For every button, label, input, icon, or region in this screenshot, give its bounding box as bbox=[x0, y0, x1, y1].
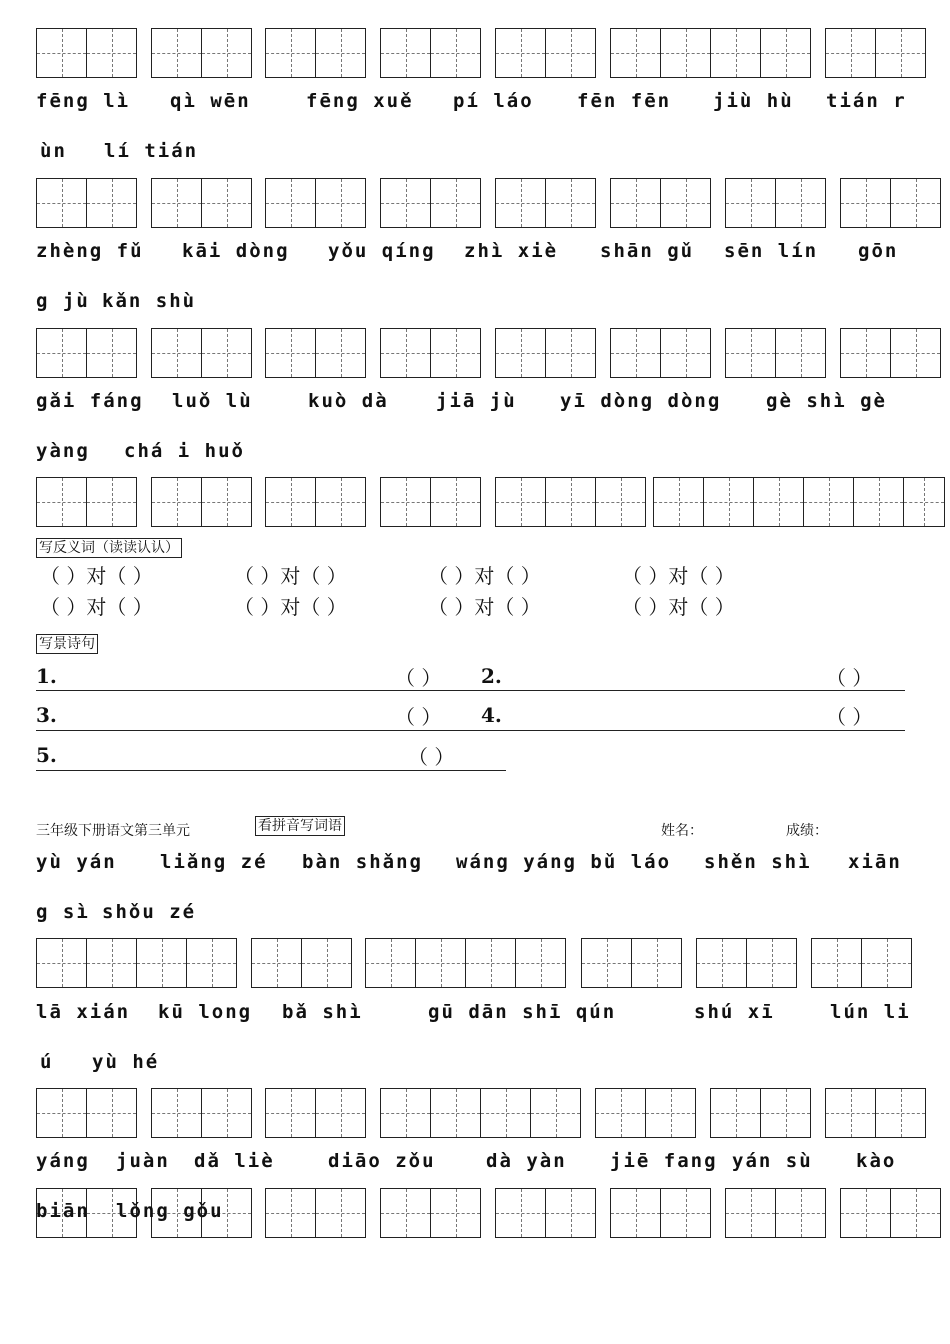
pinyin-word: lún li bbox=[830, 1001, 911, 1023]
char-box-group[interactable] bbox=[380, 328, 481, 378]
char-box-group[interactable] bbox=[840, 328, 941, 378]
pinyin-word: yàng bbox=[36, 440, 90, 462]
char-box-group[interactable] bbox=[610, 1188, 711, 1238]
pinyin-word: kào bbox=[856, 1150, 897, 1172]
pinyin-word: shú xī bbox=[694, 1001, 775, 1023]
char-box-group[interactable] bbox=[710, 1088, 811, 1138]
char-box-group[interactable] bbox=[380, 1188, 481, 1238]
char-box-group[interactable] bbox=[840, 178, 941, 228]
antonym-row bbox=[40, 591, 920, 619]
pinyin-line bbox=[36, 1200, 336, 1226]
pinyin-word: biān bbox=[36, 1200, 90, 1222]
poem-number: 5. bbox=[36, 743, 57, 767]
pinyin-line bbox=[36, 390, 916, 416]
pinyin-word: lā xián bbox=[36, 1001, 131, 1023]
pinyin-word: gè shì gè bbox=[766, 390, 887, 412]
char-box-group[interactable] bbox=[725, 178, 826, 228]
char-box-group[interactable] bbox=[495, 178, 596, 228]
char-box-group[interactable] bbox=[151, 178, 252, 228]
poem-paren: （ ） bbox=[408, 745, 455, 769]
pinyin-word: diāo zǒu bbox=[328, 1150, 436, 1172]
poem-paren: （ ） bbox=[395, 705, 442, 729]
pinyin-line bbox=[36, 140, 916, 166]
pinyin-word: fēng xuě bbox=[306, 90, 414, 112]
pinyin-word: fēn fēn bbox=[577, 90, 672, 112]
poem-paren: （ ） bbox=[395, 666, 442, 690]
char-box-group[interactable] bbox=[495, 28, 596, 78]
pinyin-word: gōn bbox=[858, 240, 899, 262]
pinyin-word: gū dān shī qún bbox=[428, 1001, 617, 1023]
pinyin-word: xiān bbox=[848, 851, 902, 873]
pinyin-word: shǒu zé bbox=[102, 901, 197, 923]
antonym-item[interactable]: （ ）对（ ） bbox=[622, 564, 735, 588]
antonym-section-label: 写反义词（读读认认） bbox=[36, 538, 182, 558]
char-box-group[interactable] bbox=[265, 28, 366, 78]
pinyin-word: fēng lì bbox=[36, 90, 131, 112]
pinyin-word: yù yán bbox=[36, 851, 117, 873]
pinyin-line bbox=[36, 1001, 916, 1027]
char-box-group[interactable] bbox=[811, 938, 912, 988]
char-box-group[interactable] bbox=[825, 28, 926, 78]
antonym-item[interactable]: （ ）对（ ） bbox=[40, 564, 153, 588]
char-box-group[interactable] bbox=[151, 328, 252, 378]
pinyin-word: yáng bbox=[36, 1150, 90, 1172]
char-box-group[interactable] bbox=[365, 938, 566, 988]
char-box-group[interactable] bbox=[653, 477, 945, 527]
char-box-group[interactable] bbox=[380, 178, 481, 228]
char-box-group[interactable] bbox=[251, 938, 352, 988]
char-box-group[interactable] bbox=[495, 328, 596, 378]
poem-answer-line[interactable] bbox=[36, 730, 905, 731]
pinyin-word: g jù bbox=[36, 290, 90, 312]
antonym-item[interactable]: （ ）对（ ） bbox=[40, 595, 153, 619]
pinyin-word: luǒ lù bbox=[172, 390, 253, 412]
antonym-item[interactable]: （ ）对（ ） bbox=[234, 564, 347, 588]
pinyin-word: dǎ liè bbox=[194, 1150, 275, 1172]
pinyin-line bbox=[36, 90, 916, 116]
char-box-group[interactable] bbox=[36, 328, 137, 378]
char-box-group[interactable] bbox=[151, 28, 252, 78]
pinyin-word: shěn shì bbox=[704, 851, 812, 873]
pinyin-word: dà yàn bbox=[486, 1150, 567, 1172]
pinyin-line bbox=[36, 440, 916, 466]
pinyin-word: pí láo bbox=[453, 90, 534, 112]
pinyin-word: sēn lín bbox=[724, 240, 819, 262]
char-box-group[interactable] bbox=[36, 477, 137, 527]
pinyin-word: liǎng zé bbox=[160, 851, 268, 873]
pinyin-word: yù hé bbox=[92, 1051, 160, 1073]
pinyin-word: yǒu qíng bbox=[328, 240, 436, 262]
pinyin-line bbox=[36, 1051, 916, 1077]
name-label: 姓名： bbox=[661, 823, 703, 839]
char-box-group[interactable] bbox=[380, 477, 481, 527]
poem-number: 4. bbox=[481, 703, 502, 727]
poem-number: 3. bbox=[36, 703, 57, 727]
char-box-group[interactable] bbox=[265, 1088, 366, 1138]
char-box-group[interactable] bbox=[265, 178, 366, 228]
antonym-item[interactable]: （ ）对（ ） bbox=[428, 564, 541, 588]
pinyin-word: lǒng gǒu bbox=[116, 1200, 224, 1222]
char-box-group[interactable] bbox=[380, 28, 481, 78]
poem-answer-line[interactable] bbox=[36, 770, 506, 771]
pinyin-word: gǎi fáng bbox=[36, 390, 144, 412]
char-box-group[interactable] bbox=[595, 1088, 696, 1138]
antonym-row bbox=[40, 560, 920, 588]
char-box-group[interactable] bbox=[840, 1188, 941, 1238]
antonym-item[interactable]: （ ）对（ ） bbox=[428, 595, 541, 619]
pinyin-word: chá i huǒ bbox=[124, 440, 245, 462]
char-box-group[interactable] bbox=[610, 178, 711, 228]
pinyin-word: shān gǔ bbox=[600, 240, 695, 262]
poem-section-label: 写景诗句 bbox=[36, 634, 98, 654]
poem-answer-line[interactable] bbox=[36, 690, 905, 691]
pinyin-word: jiē fang bbox=[610, 1150, 718, 1172]
worksheet-title: 三年级下册语文第三单元 bbox=[36, 823, 190, 839]
char-box-group[interactable] bbox=[36, 28, 137, 78]
pinyin-word: g sì bbox=[36, 901, 90, 923]
pinyin-word: yī dòng dòng bbox=[560, 390, 722, 412]
pinyin-word: lí tián bbox=[104, 140, 199, 162]
pinyin-word: tián r bbox=[826, 90, 907, 112]
char-box-group[interactable] bbox=[265, 328, 366, 378]
char-box-group[interactable] bbox=[36, 1088, 137, 1138]
char-box-group[interactable] bbox=[610, 28, 811, 78]
poem-paren: （ ） bbox=[826, 666, 873, 690]
char-box-group[interactable] bbox=[151, 1088, 252, 1138]
pinyin-word: zhì xiè bbox=[464, 240, 559, 262]
pinyin-word: kū long bbox=[158, 1001, 253, 1023]
pinyin-word: kǎn shù bbox=[102, 290, 197, 312]
pinyin-line bbox=[36, 1150, 916, 1176]
antonym-item[interactable]: （ ）对（ ） bbox=[234, 595, 347, 619]
pinyin-section-label: 看拼音写词语 bbox=[255, 816, 345, 836]
pinyin-word: ùn bbox=[40, 140, 67, 162]
char-box-group[interactable] bbox=[696, 938, 797, 988]
pinyin-word: jiā jù bbox=[436, 390, 517, 412]
poem-number: 1. bbox=[36, 664, 57, 688]
pinyin-word: bǎ shì bbox=[282, 1001, 363, 1023]
pinyin-word: wáng yáng bǔ láo bbox=[456, 851, 672, 873]
char-box-group[interactable] bbox=[151, 477, 252, 527]
char-box-group[interactable] bbox=[725, 328, 826, 378]
pinyin-line bbox=[36, 901, 916, 927]
pinyin-word: yán sù bbox=[732, 1150, 813, 1172]
pinyin-word: kāi dòng bbox=[182, 240, 290, 262]
char-box-group[interactable] bbox=[36, 938, 237, 988]
pinyin-word: juàn bbox=[116, 1150, 170, 1172]
char-box-group[interactable] bbox=[725, 1188, 826, 1238]
antonym-item[interactable]: （ ）对（ ） bbox=[622, 595, 735, 619]
pinyin-line bbox=[36, 290, 916, 316]
pinyin-line bbox=[36, 240, 916, 266]
pinyin-word: ú bbox=[40, 1051, 54, 1073]
char-box-group[interactable] bbox=[581, 938, 682, 988]
pinyin-word: jiù hù bbox=[713, 90, 794, 112]
pinyin-word: zhèng fǔ bbox=[36, 240, 144, 262]
char-box-group[interactable] bbox=[265, 477, 366, 527]
pinyin-word: qì wēn bbox=[170, 90, 251, 112]
char-box-group[interactable] bbox=[380, 1088, 581, 1138]
pinyin-word: bàn shǎng bbox=[302, 851, 423, 873]
pinyin-word: kuò dà bbox=[308, 390, 389, 412]
char-box-group[interactable] bbox=[36, 178, 137, 228]
char-box-group[interactable] bbox=[825, 1088, 926, 1138]
char-box-group[interactable] bbox=[610, 328, 711, 378]
poem-paren: （ ） bbox=[826, 705, 873, 729]
pinyin-line bbox=[36, 851, 916, 877]
poem-number: 2. bbox=[481, 664, 502, 688]
score-label: 成绩： bbox=[786, 823, 828, 839]
char-box-group[interactable] bbox=[495, 477, 646, 527]
char-box-group[interactable] bbox=[495, 1188, 596, 1238]
